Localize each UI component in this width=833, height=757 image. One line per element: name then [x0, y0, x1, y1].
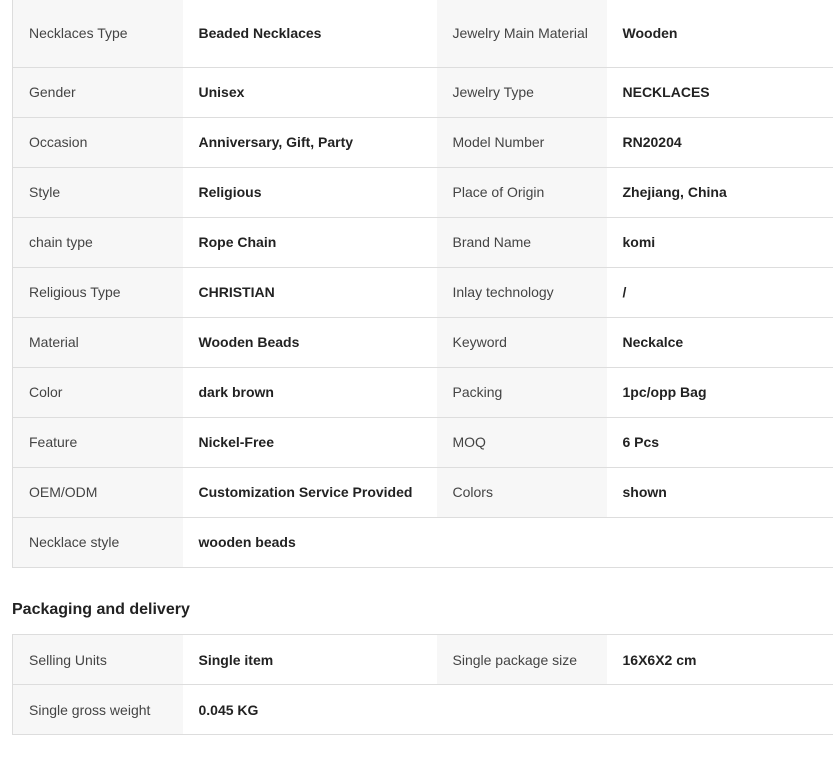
attribute-value: CHRISTIAN: [183, 267, 437, 317]
attribute-value: RN20204: [607, 117, 833, 167]
attribute-value: Beaded Necklaces: [183, 0, 437, 67]
attribute-label: chain type: [13, 217, 183, 267]
attribute-value: 0.045 KG: [183, 685, 437, 735]
attribute-label: Necklace style: [13, 517, 183, 567]
attribute-value: Zhejiang, China: [607, 167, 833, 217]
table-row: [13, 167, 833, 217]
attribute-value: 1pc/opp Bag: [607, 367, 833, 417]
attribute-value: Wooden Beads: [183, 317, 437, 367]
attribute-label: Color: [13, 367, 183, 417]
attribute-label: Single gross weight: [13, 685, 183, 735]
attribute-value: 16X6X2 cm: [607, 635, 833, 685]
table-row: [13, 367, 833, 417]
attribute-value: Anniversary, Gift, Party: [183, 117, 437, 167]
table-row: [13, 685, 833, 735]
attribute-value: Single item: [183, 635, 437, 685]
packaging-table: [12, 634, 833, 735]
attribute-label: Religious Type: [13, 267, 183, 317]
empty-cell: [607, 517, 833, 567]
attribute-label: MOQ: [437, 417, 607, 467]
attribute-label: Colors: [437, 467, 607, 517]
attribute-label: Packing: [437, 367, 607, 417]
attribute-value: Wooden: [607, 0, 833, 67]
attribute-value: dark brown: [183, 367, 437, 417]
attribute-value: Religious: [183, 167, 437, 217]
attribute-label: Single package size: [437, 635, 607, 685]
attribute-label: OEM/ODM: [13, 467, 183, 517]
table-row: [13, 67, 833, 117]
empty-cell: [437, 517, 607, 567]
attribute-value: Rope Chain: [183, 217, 437, 267]
attribute-value: Unisex: [183, 67, 437, 117]
table-row: [13, 635, 833, 685]
attribute-value: Neckalce: [607, 317, 833, 367]
attribute-value: Nickel-Free: [183, 417, 437, 467]
attribute-label: Keyword: [437, 317, 607, 367]
attribute-value: wooden beads: [183, 517, 437, 567]
attribute-label: Jewelry Main Material: [437, 0, 607, 67]
table-row: [13, 117, 833, 167]
table-row: [13, 217, 833, 267]
section-title: Packaging and delivery: [12, 601, 190, 618]
table-row: [13, 0, 833, 67]
table-row: [13, 417, 833, 467]
empty-cell: [607, 685, 833, 735]
attribute-label: Place of Origin: [437, 167, 607, 217]
table-row: [13, 267, 833, 317]
attribute-label: Gender: [13, 67, 183, 117]
empty-cell: [437, 685, 607, 735]
attribute-label: Model Number: [437, 117, 607, 167]
table-row: [13, 317, 833, 367]
table-row: [13, 467, 833, 517]
attribute-label: Selling Units: [13, 635, 183, 685]
attribute-value: /: [607, 267, 833, 317]
attribute-value: komi: [607, 217, 833, 267]
table-row: [13, 517, 833, 567]
attribute-label: Necklaces Type: [13, 0, 183, 67]
attribute-label: Feature: [13, 417, 183, 467]
attribute-value: Customization Service Provided: [183, 467, 437, 517]
attribute-label: Jewelry Type: [437, 67, 607, 117]
attribute-label: Brand Name: [437, 217, 607, 267]
attribute-value: NECKLACES: [607, 67, 833, 117]
attribute-value: 6 Pcs: [607, 417, 833, 467]
attribute-label: Material: [13, 317, 183, 367]
attribute-value: shown: [607, 467, 833, 517]
attribute-label: Occasion: [13, 117, 183, 167]
attribute-label: Style: [13, 167, 183, 217]
attribute-label: Inlay technology: [437, 267, 607, 317]
specifications-table: [12, 0, 833, 568]
